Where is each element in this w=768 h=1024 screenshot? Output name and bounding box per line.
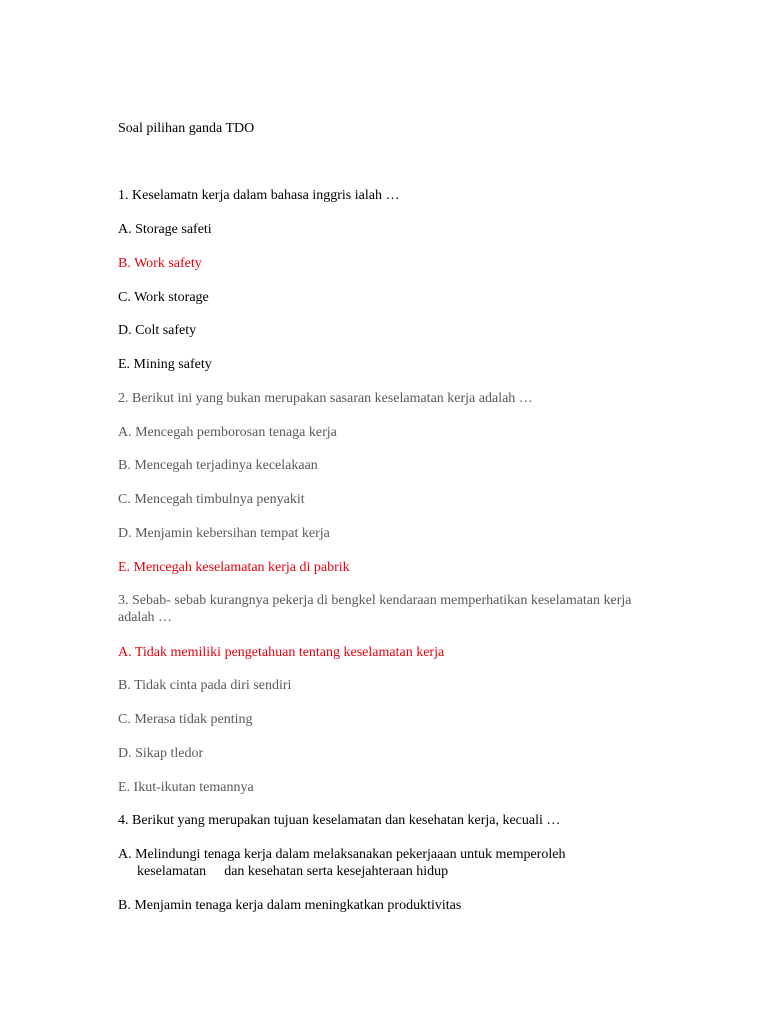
q2-option-b: B. Mencegah terjadinya kecelakaan: [118, 458, 318, 473]
q1-option-b-answer: B. Work safety: [118, 256, 202, 271]
q2-option-a: A. Mencegah pemborosan tenaga kerja: [118, 425, 337, 440]
q4-option-a-line1: A. Melindungi tenaga kerja dalam melaksanakan pekerjaaan untuk memperoleh: [118, 847, 566, 862]
question-3: 3. Sebab- sebab kurangnya pekerja di bengkel kendaraan memperhatikan keselamatan kerja adalah …: [118, 593, 632, 625]
q4-option-a-line2-part2: dan kesehatan serta kesejahteraan hidup: [224, 864, 449, 879]
question-2: 2. Berikut ini yang bukan merupakan sasaran keselamatan kerja adalah …: [118, 391, 533, 406]
q1-option-e: E. Mining safety: [118, 357, 212, 372]
q4-option-a-line2-part1: keselamatan: [137, 864, 207, 879]
q1-option-d: D. Colt safety: [118, 323, 197, 338]
q1-option-c: C. Work storage: [118, 290, 209, 305]
q3-option-e: E. Ikut-ikutan temannya: [118, 780, 254, 795]
q4-option-a-line2: [118, 863, 448, 880]
q3-option-d: D. Sikap tledor: [118, 746, 204, 761]
q3-option-a-answer: A. Tidak memiliki pengetahuan tentang keselamatan kerja: [118, 645, 445, 660]
document-title: Soal pilihan ganda TDO: [118, 121, 255, 136]
q3-option-b: B. Tidak cinta pada diri sendiri: [118, 678, 292, 693]
q4-option-b: B. Menjamin tenaga kerja dalam meningkatkan produktivitas: [118, 898, 462, 913]
q1-option-a: A. Storage safeti: [118, 222, 212, 237]
q2-option-d: D. Menjamin kebersihan tempat kerja: [118, 526, 330, 541]
q2-option-c: C. Mencegah timbulnya penyakit: [118, 492, 305, 507]
question-4: 4. Berikut yang merupakan tujuan keselamatan dan kesehatan kerja, kecuali …: [118, 813, 561, 828]
question-1: 1. Keselamatn kerja dalam bahasa inggris ialah …: [118, 188, 400, 203]
q2-option-e-answer: E. Mencegah keselamatan kerja di pabrik: [118, 560, 350, 575]
q3-option-c: C. Merasa tidak penting: [118, 712, 253, 727]
